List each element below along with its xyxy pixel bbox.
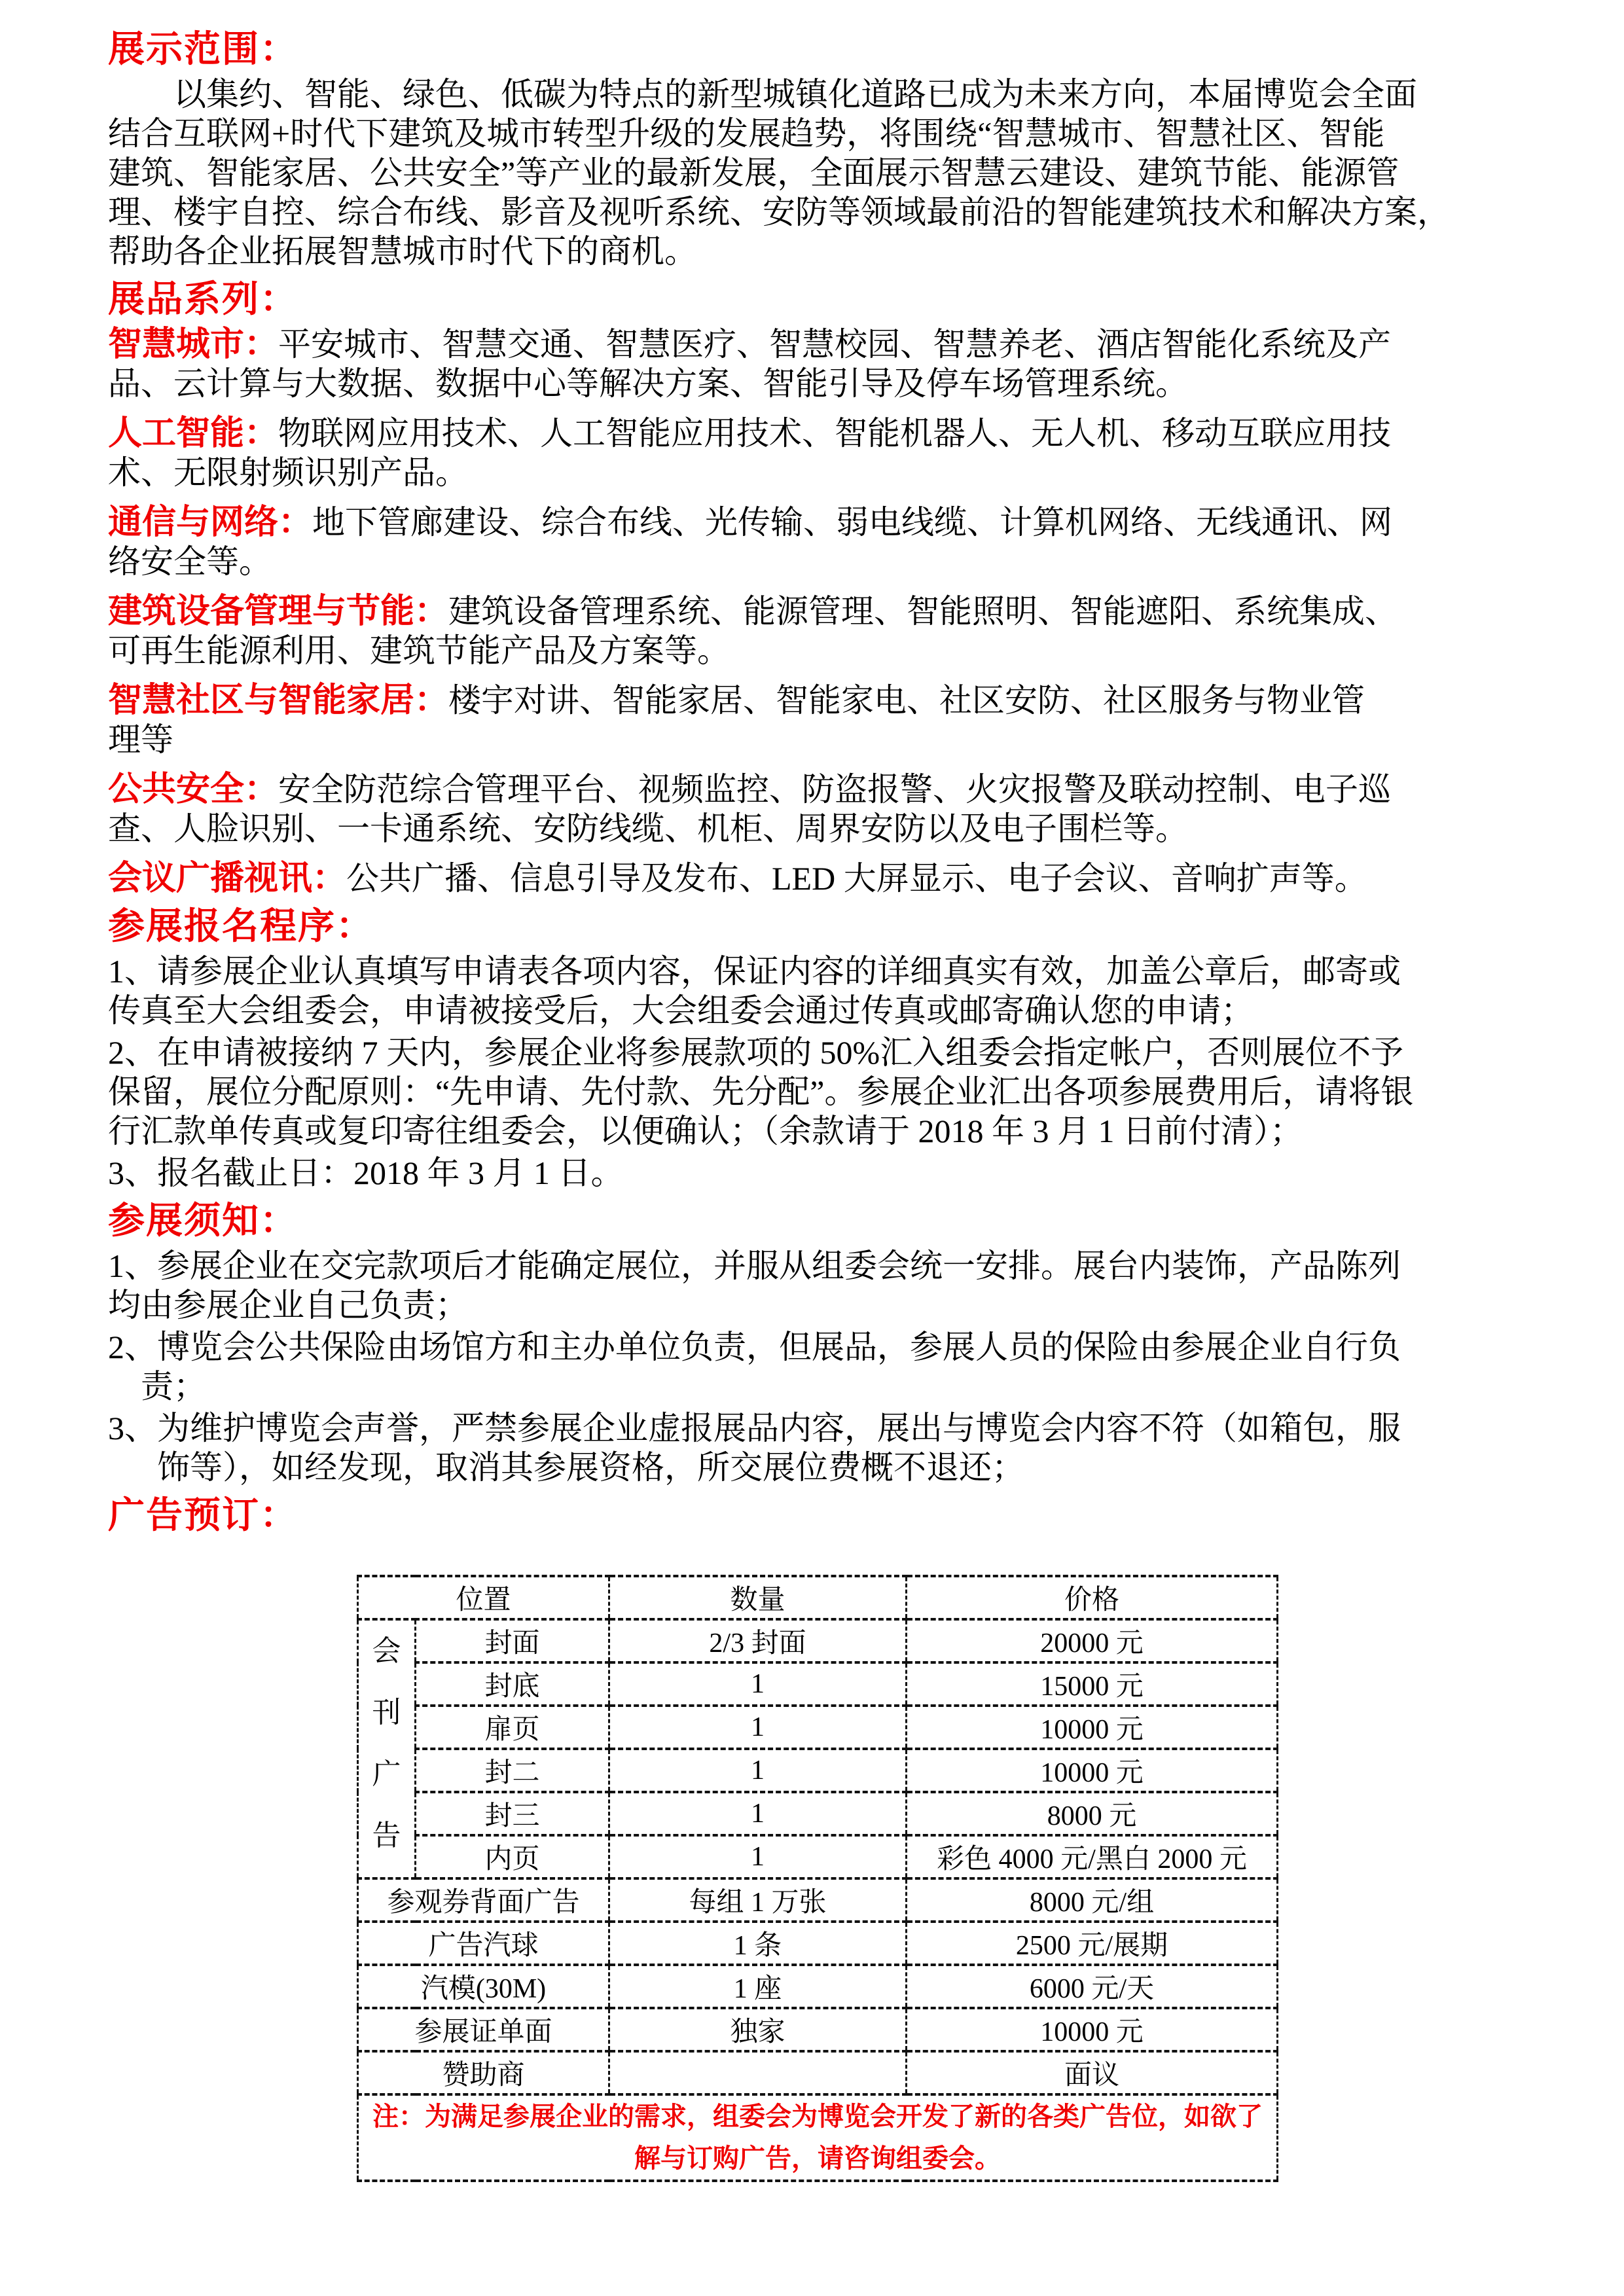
table-note: 注：为满足参展企业的需求，组委会为博览会开发了新的各类广告位，如欲了解与订购广告，请咨询组委会。 bbox=[358, 2094, 1278, 2181]
category-label: 智慧城市： bbox=[108, 325, 279, 363]
heading-registration: 参展报名程序： bbox=[108, 905, 374, 946]
text-line bbox=[108, 631, 1526, 670]
text-segment: 安全防范综合管理平台、视频监控、防盗报警、火灾报警及联动控制、电子巡 bbox=[278, 771, 1392, 808]
document-content bbox=[108, 24, 1526, 1541]
cell-qty bbox=[609, 2051, 907, 2094]
cell-price: 8000 元/组 bbox=[907, 1878, 1278, 1922]
cell-qty: 1 bbox=[609, 1749, 907, 1792]
heading-exhibit-series: 展品系列： bbox=[108, 278, 298, 319]
text-line bbox=[108, 542, 1526, 581]
cell-price: 10000 元 bbox=[907, 1706, 1278, 1749]
cell-price: 面议 bbox=[907, 2051, 1278, 2094]
para-network bbox=[108, 503, 1526, 581]
para-community-home bbox=[108, 681, 1526, 759]
text-line bbox=[108, 75, 1526, 114]
cell-location: 参观券背面广告 bbox=[358, 1878, 609, 1922]
cell-location: 赞助商 bbox=[358, 2051, 609, 2094]
text-line bbox=[108, 1072, 1526, 1111]
text-line bbox=[108, 991, 1526, 1030]
text-line bbox=[108, 414, 1526, 453]
text-segment: 帮助各企业拓展智慧城市时代下的商机。 bbox=[108, 233, 697, 270]
cell-location: 封二 bbox=[416, 1749, 609, 1792]
text-line bbox=[108, 453, 1526, 492]
cell-price: 8000 元 bbox=[907, 1792, 1278, 1835]
ad-pricing-table-holder bbox=[108, 1575, 1526, 2182]
table-row bbox=[358, 2008, 1278, 2051]
col-header-price: 价格 bbox=[907, 1576, 1278, 1619]
text-segment: 传真至大会组委会，申请被接受后，大会组委会通过传真或邮寄确认您的申请； bbox=[108, 992, 1254, 1029]
text-line bbox=[108, 153, 1526, 192]
heading-ad-booking: 广告预订： bbox=[108, 1494, 298, 1535]
ad-pricing-table bbox=[357, 1575, 1278, 2182]
table-row bbox=[358, 1792, 1278, 1835]
category-label: 会议广播视讯： bbox=[108, 859, 347, 897]
cell-price: 10000 元 bbox=[907, 1749, 1278, 1792]
text-segment: 公共广播、信息引导及发布、LED 大屏显示、电子会议、音响扩声等。 bbox=[346, 860, 1367, 897]
heading-display-scope: 展示范围： bbox=[108, 28, 298, 69]
text-line bbox=[108, 1367, 1526, 1406]
text-segment: 行汇款单传真或复印寄往组委会，以便确认；（余款请于 2018 年 3 月 1 日前付清）； bbox=[108, 1113, 1303, 1149]
text-segment: 地下管廊建设、综合布线、光传输、弱电线缆、计算机网络、无线通讯、网 bbox=[312, 504, 1393, 541]
cell-qty: 1 bbox=[609, 1792, 907, 1835]
table-row bbox=[358, 1662, 1278, 1706]
text-segment: 责； bbox=[141, 1368, 206, 1405]
cell-location: 封面 bbox=[416, 1619, 609, 1662]
category-label: 智慧社区与智能家居： bbox=[108, 681, 449, 719]
text-segment: 1、请参展企业认真填写申请表各项内容，保证内容的详细真实有效，加盖公章后，邮寄或 bbox=[108, 953, 1401, 990]
cell-price: 20000 元 bbox=[907, 1619, 1278, 1662]
table-row bbox=[358, 1835, 1278, 1878]
cell-location: 封底 bbox=[416, 1662, 609, 1706]
text-line bbox=[108, 1111, 1526, 1151]
para-building-energy bbox=[108, 592, 1526, 670]
cell-qty: 1 bbox=[609, 1662, 907, 1706]
group-label-journal-ads bbox=[358, 1619, 416, 1878]
text-segment: 查、人脸识别、一卡通系统、安防线缆、机柜、周界安防以及电子围栏等。 bbox=[108, 810, 1188, 847]
text-line bbox=[108, 952, 1526, 991]
cell-price: 6000 元/天 bbox=[907, 1965, 1278, 2008]
heading-notice: 参展须知： bbox=[108, 1200, 298, 1241]
table-row bbox=[358, 1749, 1278, 1792]
category-label: 人工智能： bbox=[108, 414, 279, 452]
cell-location: 汽模(30M) bbox=[358, 1965, 609, 2008]
col-header-location: 位置 bbox=[358, 1576, 609, 1619]
category-label: 建筑设备管理与节能： bbox=[108, 592, 449, 630]
group-label-char: 告 bbox=[372, 1820, 401, 1852]
text-line bbox=[108, 503, 1526, 542]
category-label: 公共安全： bbox=[108, 770, 279, 808]
text-line bbox=[108, 1327, 1526, 1367]
cell-qty: 1 条 bbox=[609, 1922, 907, 1965]
text-line bbox=[108, 1448, 1526, 1487]
cell-location: 内页 bbox=[416, 1835, 609, 1878]
text-line bbox=[108, 325, 1526, 364]
para-conference-av bbox=[108, 859, 1526, 898]
cell-qty: 每组 1 万张 bbox=[609, 1878, 907, 1922]
para-display-scope bbox=[108, 75, 1526, 271]
para-notice-1 bbox=[108, 1246, 1526, 1325]
text-line bbox=[108, 1246, 1526, 1285]
text-segment: 饰等），如经发现，取消其参展资格，所交展位费概不退还； bbox=[157, 1449, 1024, 1486]
table-row bbox=[358, 1706, 1278, 1749]
text-line bbox=[108, 114, 1526, 153]
cell-location: 封三 bbox=[416, 1792, 609, 1835]
text-segment: 术、无限射频识别产品。 bbox=[108, 454, 468, 491]
col-header-qty: 数量 bbox=[609, 1576, 907, 1619]
para-reg-3 bbox=[108, 1153, 1526, 1193]
text-segment: 3、报名截止日：2018 年 3 月 1 日。 bbox=[108, 1155, 624, 1191]
para-notice-2 bbox=[108, 1327, 1526, 1406]
text-line bbox=[108, 1408, 1526, 1448]
table-row bbox=[358, 1965, 1278, 2008]
cell-location: 参展证单面 bbox=[358, 2008, 609, 2051]
text-segment: 2、在申请被接纳 7 天内，参展企业将参展款项的 50%汇入组委会指定帐户，否则展位不予 bbox=[108, 1034, 1404, 1071]
text-segment: 理等 bbox=[108, 721, 173, 758]
text-segment: 1、参展企业在交完款项后才能确定展位，并服从组委会统一安排。展台内装饰，产品陈列 bbox=[108, 1247, 1401, 1284]
text-segment: 楼宇对讲、智能家居、智能家电、社区安防、社区服务与物业管 bbox=[448, 682, 1365, 719]
group-label-char: 刊 bbox=[372, 1696, 401, 1729]
text-segment: 建筑设备管理系统、能源管理、智能照明、智能遮阳、系统集成、 bbox=[448, 593, 1398, 630]
table-row bbox=[358, 1878, 1278, 1922]
text-line bbox=[108, 364, 1526, 403]
group-label-char: 会 bbox=[372, 1635, 401, 1667]
text-segment: 品、云计算与大数据、数据中心等解决方案、智能引导及停车场管理系统。 bbox=[108, 365, 1188, 402]
cell-qty: 1 bbox=[609, 1706, 907, 1749]
text-line bbox=[108, 232, 1526, 271]
cell-price: 15000 元 bbox=[907, 1662, 1278, 1706]
text-segment: 均由参展企业自己负责； bbox=[108, 1287, 468, 1323]
text-segment: 络安全等。 bbox=[108, 543, 272, 580]
cell-price: 彩色 4000 元/黑白 2000 元 bbox=[907, 1835, 1278, 1878]
text-line bbox=[108, 859, 1526, 898]
table-row bbox=[358, 1619, 1278, 1662]
para-smart-city bbox=[108, 325, 1526, 403]
text-line bbox=[108, 592, 1526, 631]
cell-location: 广告汽球 bbox=[358, 1922, 609, 1965]
category-label: 通信与网络： bbox=[108, 503, 313, 541]
cell-price: 2500 元/展期 bbox=[907, 1922, 1278, 1965]
cell-qty: 2/3 封面 bbox=[609, 1619, 907, 1662]
para-ai bbox=[108, 414, 1526, 492]
para-public-safety bbox=[108, 770, 1526, 848]
para-reg-1 bbox=[108, 952, 1526, 1030]
text-line bbox=[108, 1285, 1526, 1325]
text-line bbox=[108, 720, 1526, 759]
cell-qty: 1 bbox=[609, 1835, 907, 1878]
text-line bbox=[108, 681, 1526, 720]
text-line bbox=[108, 809, 1526, 848]
para-reg-2 bbox=[108, 1033, 1526, 1151]
text-segment: 保留，展位分配原则：“先申请、先付款、先分配”。参展企业汇出各项参展费用后，请将银 bbox=[108, 1073, 1414, 1110]
table-row bbox=[358, 2051, 1278, 2094]
table-row bbox=[358, 1576, 1278, 1619]
text-segment: 以集约、智能、绿色、低碳为特点的新型城镇化道路已成为未来方向，本届博览会全面 bbox=[173, 76, 1417, 113]
cell-qty: 1 座 bbox=[609, 1965, 907, 2008]
text-segment: 建筑、智能家居、公共安全”等产业的最新发展，全面展示智慧云建设、建筑节能、能源管 bbox=[108, 154, 1399, 191]
group-label-char: 广 bbox=[372, 1758, 401, 1790]
table-row bbox=[358, 2094, 1278, 2181]
text-line bbox=[108, 192, 1526, 232]
text-segment: 物联网应用技术、人工智能应用技术、智能机器人、无人机、移动互联应用技 bbox=[278, 415, 1392, 452]
cell-qty: 独家 bbox=[609, 2008, 907, 2051]
text-segment: 3、为维护博览会声誉，严禁参展企业虚报展品内容，展出与博览会内容不符（如箱包，服 bbox=[108, 1410, 1401, 1446]
text-segment: 平安城市、智慧交通、智慧医疗、智慧校园、智慧养老、酒店智能化系统及产 bbox=[278, 326, 1392, 363]
cell-price: 10000 元 bbox=[907, 2008, 1278, 2051]
text-segment: 可再生能源利用、建筑节能产品及方案等。 bbox=[108, 632, 730, 669]
text-line bbox=[108, 1033, 1526, 1072]
text-segment: 2、博览会公共保险由场馆方和主办单位负责，但展品，参展人员的保险由参展企业自行负 bbox=[108, 1329, 1401, 1365]
cell-location: 扉页 bbox=[416, 1706, 609, 1749]
text-line bbox=[108, 1153, 1526, 1193]
text-segment: 理、楼宇自控、综合布线、影音及视听系统、安防等领域最前沿的智能建筑技术和解决方案， bbox=[108, 194, 1450, 230]
para-notice-3 bbox=[108, 1408, 1526, 1487]
table-row bbox=[358, 1922, 1278, 1965]
text-line bbox=[108, 770, 1526, 809]
text-segment: 结合互联网+时代下建筑及城市转型升级的发展趋势，将围绕“智慧城市、智慧社区、智能 bbox=[108, 115, 1385, 152]
